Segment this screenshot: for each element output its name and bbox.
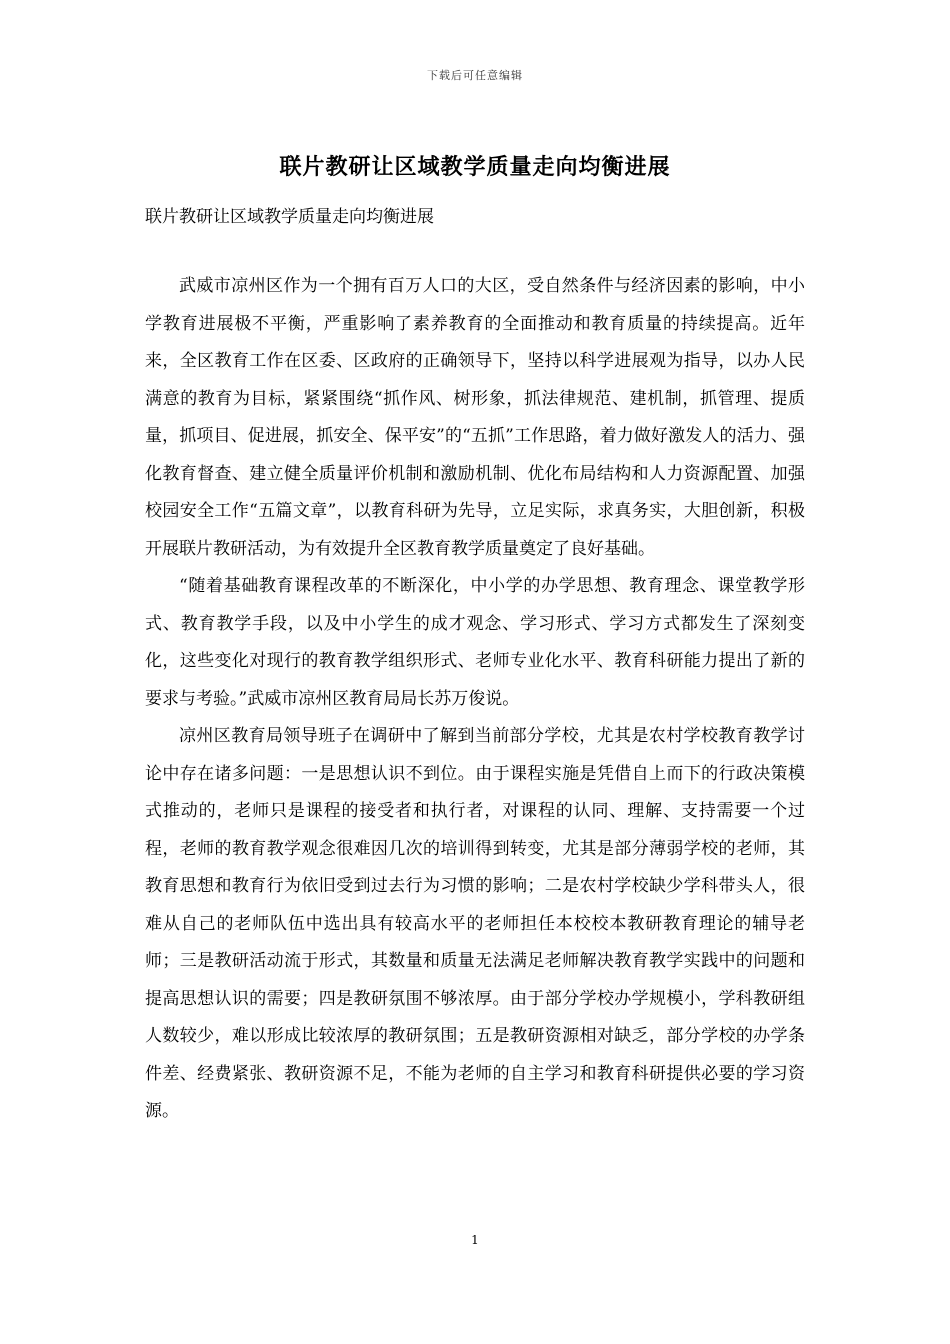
header-note: 下载后可任意编辑 <box>427 69 523 82</box>
paragraph: “随着基础教育课程改革的不断深化，中小学的办学思想、教育理念、课堂教学形式、教育教学手段，以及中小学生的成才观念、学习形式、学习方式都发生了深刻变化，这些变化对现行的教育教学组织形式、老师专业化水平、教育科研能力提出了新的要求与考验。”武威市凉州区教育局局长苏万俊说。 <box>145 576 805 709</box>
document-title: 联片教研让区域教学质量走向均衡进展 <box>279 154 671 180</box>
document-body <box>145 268 805 1131</box>
page-number: 1 <box>471 1233 479 1247</box>
paragraph: 凉州区教育局领导班子在调研中了解到当前部分学校，尤其是农村学校教育教学讨论中存在诸多问题：一是思想认识不到位。由于课程实施是凭借自上而下的行政决策模式推动的，老师只是课程的接受者和执行者，对课程的认同、理解、支持需要一个过程，老师的教育教学观念很难因几次的培训得到转变，尤其是部分薄弱学校的老师，其教育思想和教育行为依旧受到过去行为习惯的影响；二是农村学校缺少学科带头人，很难从自己的老师队伍中选出具有较高水平的老师担任本校校本教研教育理论的辅导老师；三是教研活动流于形式，其数量和质量无法满足老师解决教育教学实践中的问题和提高思想认识的需要；四是教研氛围不够浓厚。由于部分学校办学规模小，学科教研组人数较少，难以形成比较浓厚的教研氛围；五是教研资源相对缺乏，部分学校的办学条件差、经费紧张、教研资源不足，不能为老师的自主学习和教育科研提供必要的学习资源。 <box>145 726 805 1121</box>
document-subtitle: 联片教研让区域教学质量走向均衡进展 <box>145 207 434 227</box>
paragraph: 武威市凉州区作为一个拥有百万人口的大区，受自然条件与经济因素的影响，中小学教育进展极不平衡，严重影响了素养教育的全面推动和教育质量的持续提高。近年来，全区教育工作在区委、区政府的正确领导下，坚持以科学进展观为指导，以办人民满意的教育为目标，紧紧围绕“抓作风、树形象，抓法律规范、建机制，抓管理、提质量，抓项目、促进展，抓安全、保平安”的“五抓”工作思路，着力做好激发人的活力、强化教育督查、建立健全质量评价机制和激励机制、优化布局结构和人力资源配置、加强校园安全工作“五篇文章”，以教育科研为先导，立足实际，求真务实，大胆创新，积极开展联片教研活动，为有效提升全区教育教学质量奠定了良好基础。 <box>145 276 805 559</box>
